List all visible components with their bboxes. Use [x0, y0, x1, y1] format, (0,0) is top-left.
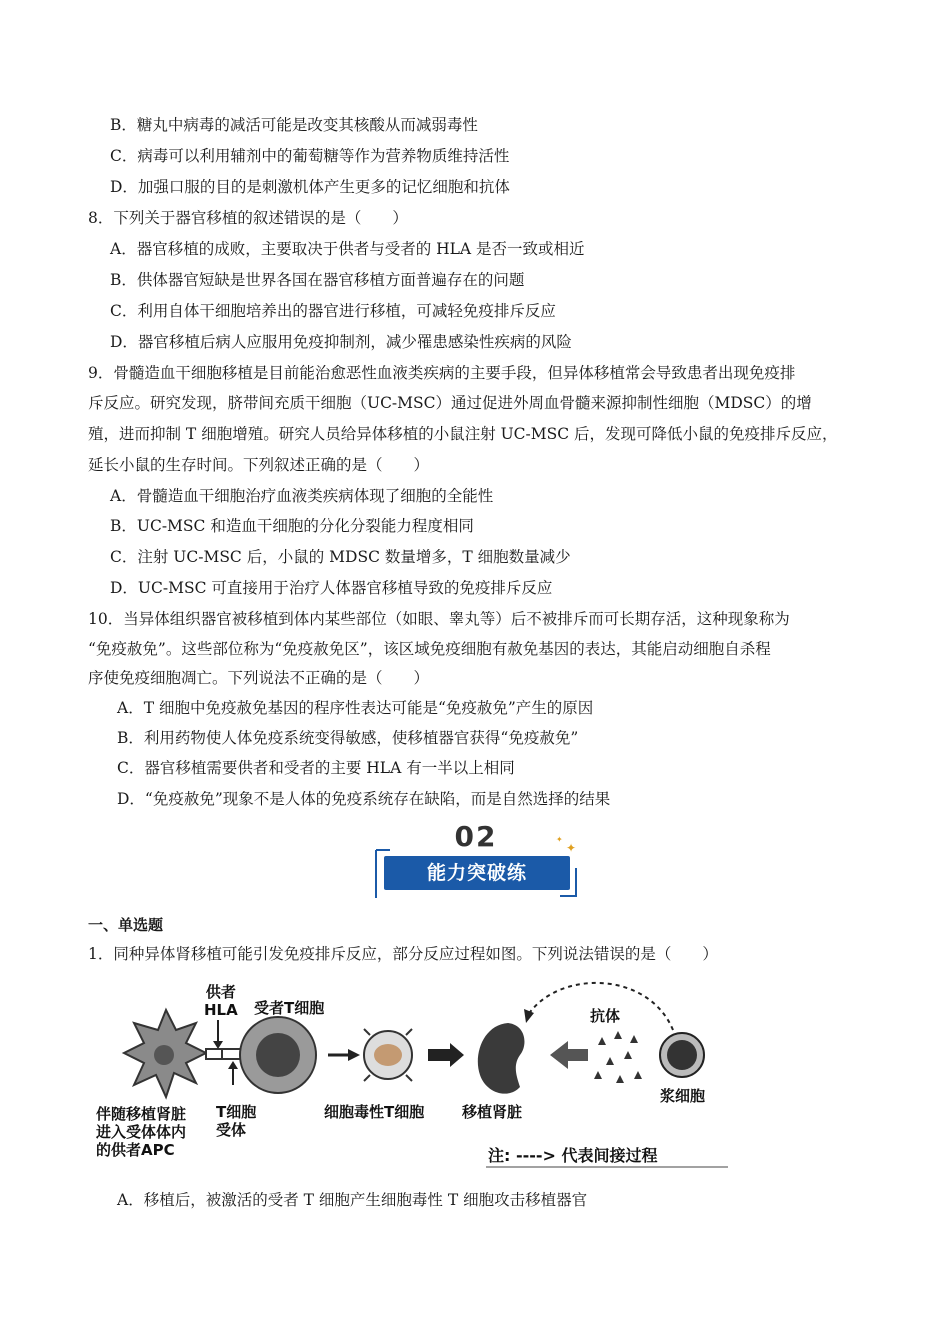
banner-title: 能力突破练	[426, 862, 527, 884]
question-line: 斥反应。研究发现，脐带间充质干细胞（UC-MSC）通过促进外周血骨髓来源抑制性细胞（MDSC）的增	[88, 394, 812, 412]
label-plasma-cell: 浆细胞	[660, 1087, 706, 1105]
antibody-icon	[594, 1031, 642, 1083]
option-line: B．供体器官短缺是世界各国在器官移植方面普遍存在的问题	[110, 271, 525, 289]
option-line: A．器官移植的成败，主要取决于供者与受者的 HLA 是否一致或相近	[110, 240, 585, 258]
question-line: 8．下列关于器官移植的叙述错误的是（ ）	[88, 209, 408, 227]
option-line: D．UC-MSC 可直接用于治疗人体器官移植导致的免疫排斥反应	[110, 579, 553, 597]
label-recipient-t-cell: 受者T细胞	[254, 999, 325, 1017]
kidney-icon	[478, 1023, 525, 1094]
question-line: 延长小鼠的生存时间。下列叙述正确的是（ ）	[88, 456, 430, 474]
option-line: A．T 细胞中免疫赦免基因的程序性表达可能是“免疫赦免”产生的原因	[117, 699, 594, 717]
option-line: C．注射 UC-MSC 后，小鼠的 MDSC 数量增多，T 细胞数量减少	[110, 548, 571, 566]
option-line: B．利用药物使人体免疫系统变得敏感，使移植器官获得“免疫赦免”	[117, 729, 579, 747]
svg-text:✦: ✦	[556, 835, 563, 844]
option-line: B．糖丸中病毒的减活可能是改变其核酸从而减弱毒性	[110, 116, 478, 134]
label-cytotoxic-t-cell: 细胞毒性T细胞	[324, 1103, 425, 1121]
option-line: D．加强口服的目的是刺激机体产生更多的记忆细胞和抗体	[110, 178, 510, 196]
question-line: 9．骨髓造血干细胞移植是目前能治愈恶性血液类疾病的主要手段，但异体移植常会导致患者出现免疫排	[88, 364, 796, 382]
label-transplanted-kidney: 移植肾脏	[462, 1103, 523, 1121]
label-t-cell-receptor: T细胞 受体	[216, 1103, 257, 1139]
svg-text:✦: ✦	[566, 841, 577, 855]
label-donor-hla: 供者 HLA	[204, 983, 238, 1019]
option-line: C．利用自体干细胞培养出的器官进行移植，可减轻免疫排斥反应	[110, 302, 556, 320]
option-line: D．器官移植后病人应服用免疫抑制剂，减少罹患感染性疾病的风险	[110, 333, 572, 351]
question-1-stem: 1．同种异体肾移植可能引发免疫排斥反应，部分反应过程如图。下列说法错误的是（ ）	[88, 945, 718, 963]
option-line: D．“免疫赦免”现象不是人体的免疫系统存在缺陷，而是自然选择的结果	[117, 790, 611, 808]
option-line: B．UC-MSC 和造血干细胞的分化分裂能力程度相同	[110, 517, 474, 535]
question-line: 10．当异体组织器官被移植到体内某些部位（如眼、睾丸等）后不被排斥而可长期存活，这种现象称为	[88, 610, 790, 628]
section-title: 一、单选题	[88, 916, 164, 934]
question-line: 殖，进而抑制 T 细胞增殖。研究人员给异体移植的小鼠注射 UC-MSC 后，发现可降低小鼠的免疫排斥反应，	[88, 425, 838, 443]
question-line: “免疫赦免”。这些部位称为“免疫赦免区”，该区域免疫细胞有赦免基因的表达，其能启动细胞自杀程	[88, 640, 771, 658]
question-line: 序使免疫细胞凋亡。下列说法不正确的是（ ）	[88, 669, 430, 687]
option-line: C．器官移植需要供者和受者的主要 HLA 有一半以上相同	[117, 759, 515, 777]
banner-number: 02	[454, 820, 498, 853]
immune-rejection-diagram	[88, 975, 728, 1175]
section-banner	[370, 820, 582, 898]
label-antibody: 抗体	[590, 1007, 621, 1025]
question-1-option-a: A．移植后，被激活的受者 T 细胞产生细胞毒性 T 细胞攻击移植器官	[117, 1191, 588, 1209]
label-donor-apc: 伴随移植肾脏 进入受体体内 的供者APC	[96, 1105, 187, 1159]
option-line: C．病毒可以利用辅剂中的葡萄糖等作为营养物质维持活性	[110, 147, 510, 165]
option-line: A．骨髓造血干细胞治疗血液类疾病体现了细胞的全能性	[110, 487, 494, 505]
diagram-note: 注: ----> 代表间接过程	[488, 1146, 658, 1165]
